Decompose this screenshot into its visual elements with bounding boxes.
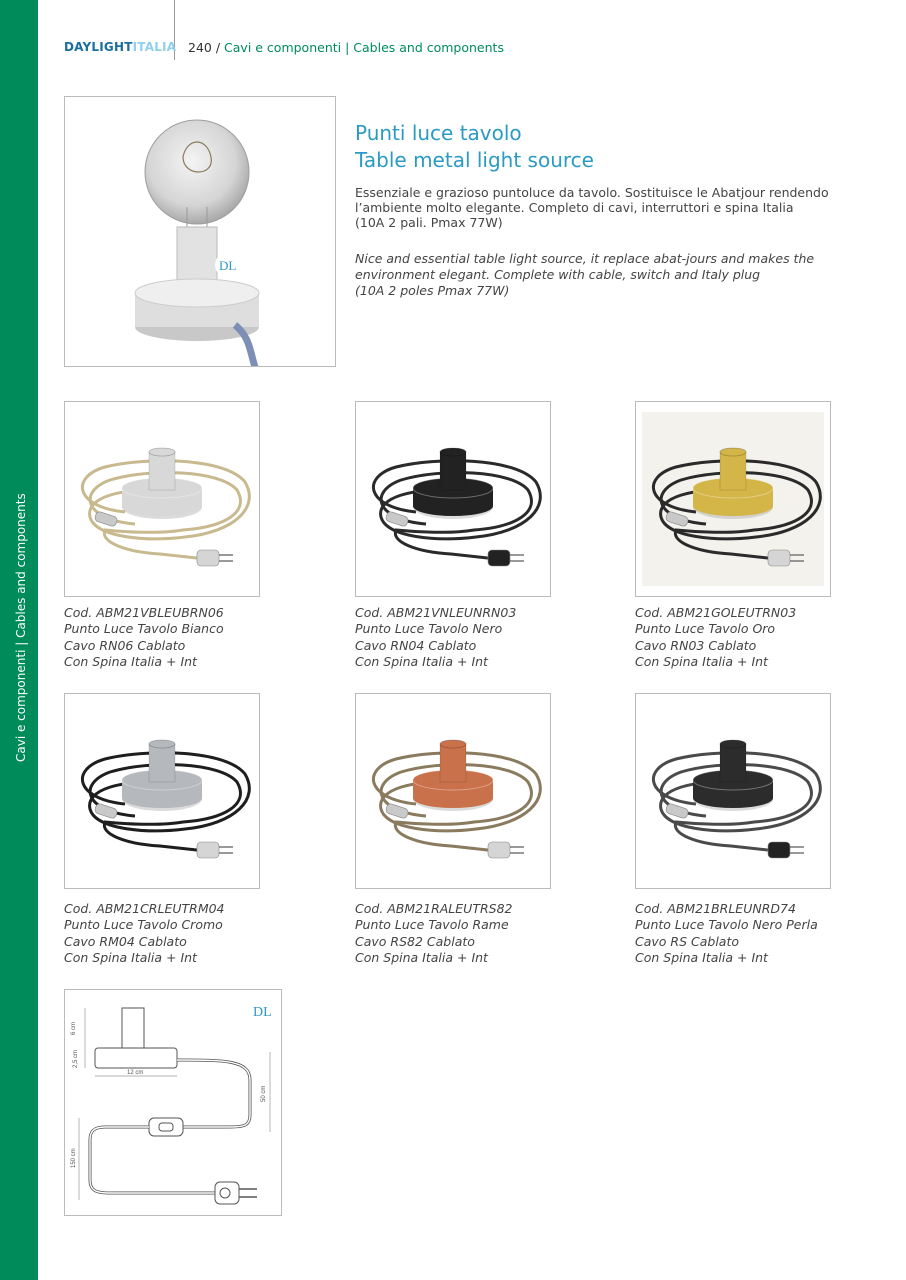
product-plug: Con Spina Italia + Int bbox=[64, 949, 197, 965]
main-product-image bbox=[64, 96, 336, 367]
dim-dl-logo: DL bbox=[253, 1005, 272, 1020]
page-header bbox=[188, 40, 504, 55]
product-name: Punto Luce Tavolo Rame bbox=[355, 917, 509, 933]
product-caption bbox=[635, 901, 875, 966]
product-title bbox=[355, 120, 594, 174]
product-cable: Cavo RS Cablato bbox=[635, 933, 740, 949]
dim-height-2-5: 2,5 cm bbox=[73, 1049, 79, 1068]
side-tab bbox=[0, 0, 38, 1280]
product-code: Cod. ABM21VNLEUNRN03 bbox=[355, 605, 517, 620]
page-number: 240 bbox=[188, 40, 212, 55]
product-code: Cod. ABM21RALEUTRS82 bbox=[355, 901, 513, 916]
description-english bbox=[355, 251, 831, 299]
product-caption bbox=[64, 901, 304, 966]
title-italian: Punti luce tavolo bbox=[355, 121, 522, 145]
product-plug: Con Spina Italia + Int bbox=[355, 949, 488, 965]
product-image bbox=[355, 693, 551, 889]
desc-it-line: l’ambiente molto elegante. Completo di cavi, interruttori e spina Italia bbox=[355, 200, 794, 215]
product-image bbox=[64, 401, 260, 597]
product-plug: Con Spina Italia + Int bbox=[635, 949, 768, 965]
product-code: Cod. ABM21VBLEUBRN06 bbox=[64, 605, 224, 620]
product-cable: Cavo RM04 Cablato bbox=[64, 933, 187, 949]
product-plug: Con Spina Italia + Int bbox=[355, 653, 488, 669]
product-cable: Cavo RS82 Cablato bbox=[355, 933, 475, 949]
product-code: Cod. ABM21GOLEUTRN03 bbox=[635, 605, 797, 620]
side-tab-label: Cavi e componenti | Cables and components bbox=[14, 493, 28, 762]
brand-part2: ITALIA bbox=[132, 40, 177, 54]
desc-it-line: (10A 2 pali. Pmax 77W) bbox=[355, 215, 503, 230]
product-caption bbox=[355, 605, 595, 670]
desc-en-line: (10A 2 poles Pmax 77W) bbox=[355, 283, 510, 298]
product-name: Punto Luce Tavolo Nero bbox=[355, 621, 503, 637]
desc-en-line: environment elegant. Complete with cable, switch and Italy plug bbox=[355, 267, 761, 282]
product-plug: Con Spina Italia + Int bbox=[64, 653, 197, 669]
product-caption bbox=[635, 605, 875, 670]
dim-diameter: 12 cm bbox=[127, 1070, 144, 1076]
product-caption bbox=[64, 605, 304, 670]
desc-it-line: Essenziale e grazioso puntoluce da tavolo. Sostituisce le Abatjour rendendo bbox=[355, 185, 829, 200]
product-name: Punto Luce Tavolo Bianco bbox=[64, 621, 224, 637]
product-code: Cod. ABM21CRLEUTRM04 bbox=[64, 901, 225, 916]
product-cable: Cavo RN04 Cablato bbox=[355, 637, 477, 653]
dimension-drawing bbox=[64, 989, 282, 1216]
dim-cable-50: 50 cm bbox=[261, 1085, 267, 1102]
header-separator: / bbox=[211, 40, 225, 55]
product-image bbox=[635, 401, 831, 597]
product-image bbox=[635, 693, 831, 889]
description-italian bbox=[355, 185, 831, 230]
brand-logo bbox=[64, 40, 176, 54]
desc-en-line: Nice and essential table light source, it replace abat-jours and makes the bbox=[355, 251, 815, 266]
product-cable: Cavo RN06 Cablato bbox=[64, 637, 186, 653]
brand-part1: DAYLIGHT bbox=[64, 40, 133, 54]
title-english: Table metal light source bbox=[355, 148, 594, 172]
section-title: Cavi e componenti | Cables and components bbox=[224, 40, 504, 55]
product-image bbox=[64, 693, 260, 889]
dim-cable-150: 150 cm bbox=[71, 1148, 77, 1168]
product-caption bbox=[355, 901, 595, 966]
main-dl-logo: DL bbox=[219, 258, 237, 273]
product-code: Cod. ABM21BRLEUNRD74 bbox=[635, 901, 796, 916]
product-image bbox=[355, 401, 551, 597]
dim-height-6: 6 cm bbox=[71, 1021, 77, 1035]
product-name: Punto Luce Tavolo Oro bbox=[635, 621, 776, 637]
product-plug: Con Spina Italia + Int bbox=[635, 653, 768, 669]
product-cable: Cavo RN03 Cablato bbox=[635, 637, 757, 653]
product-name: Punto Luce Tavolo Nero Perla bbox=[635, 917, 818, 933]
product-name: Punto Luce Tavolo Cromo bbox=[64, 917, 223, 933]
